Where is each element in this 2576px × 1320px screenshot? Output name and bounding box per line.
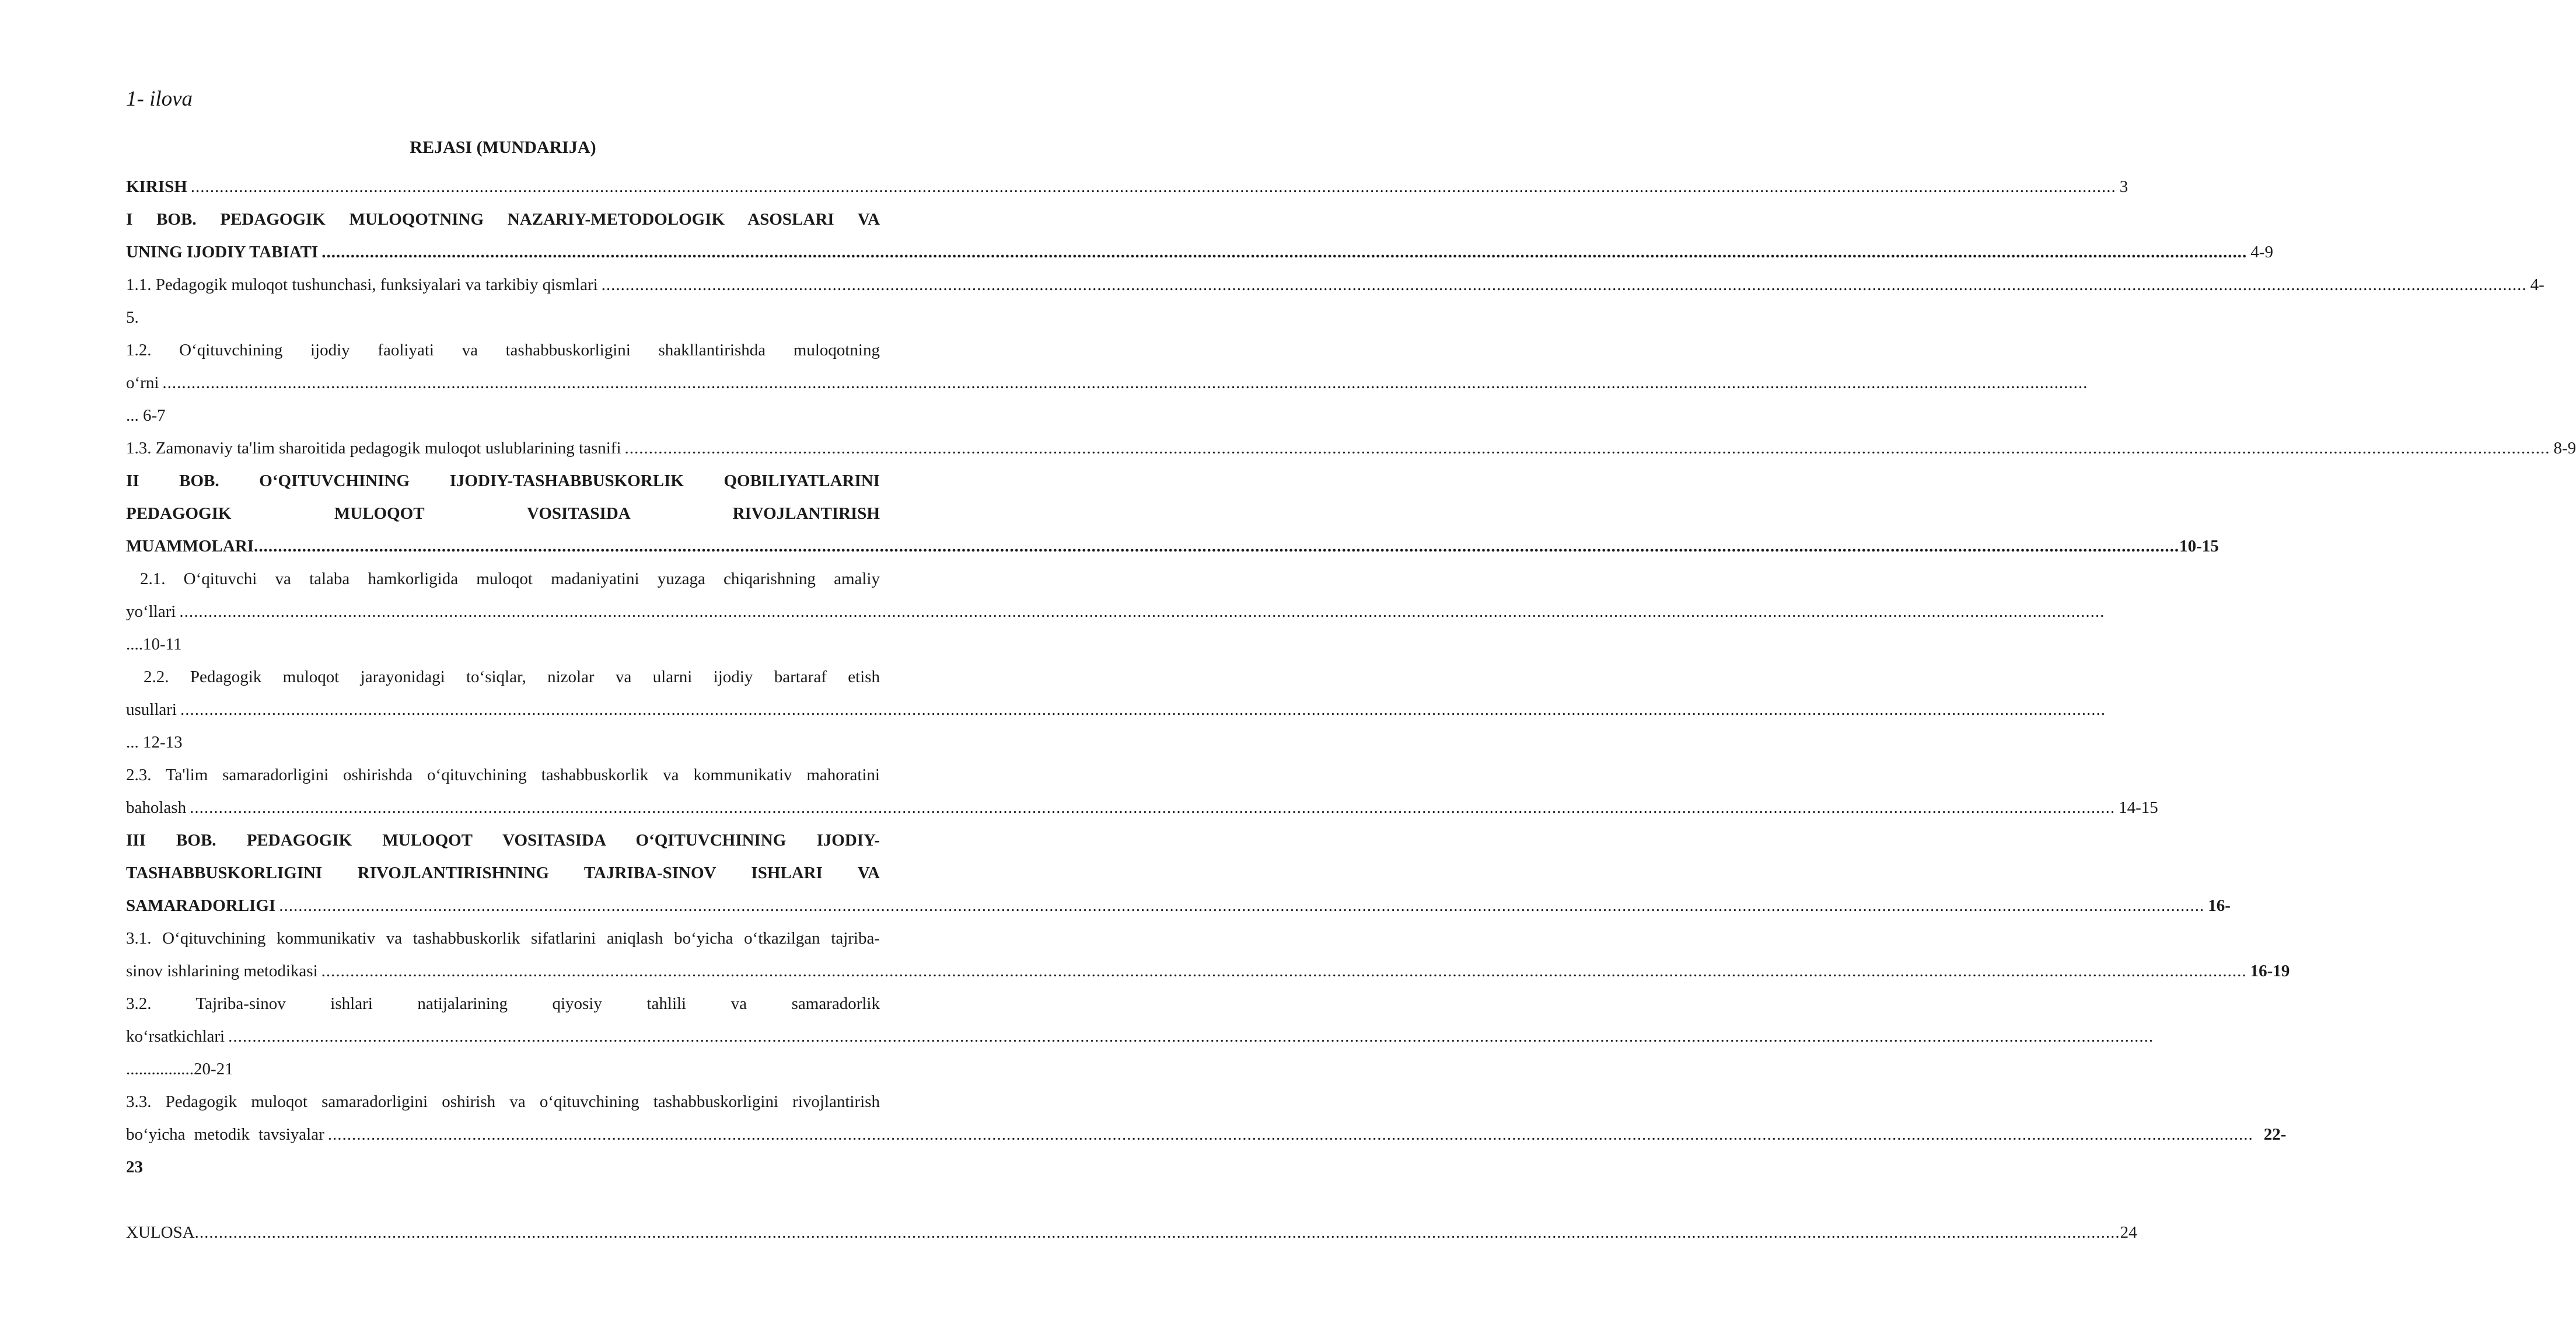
toc-entry-label: SAMARADORLIGI bbox=[126, 896, 276, 915]
dot-leader: ................................................................................................................................................................................................................................................................................................................................................................................................................ bbox=[162, 373, 2088, 392]
dot-leader: ................................................................................................................................................................................................................................................................................................................................................................................................................ bbox=[601, 275, 2527, 294]
toc-section-2-2-page: ... 12-13 bbox=[126, 733, 183, 752]
toc-section-3-2-page: ................20-21 bbox=[126, 1060, 233, 1078]
toc-section-1-3[interactable] bbox=[126, 432, 2576, 465]
dot-leader: ................................................................................................................................................................................................................................................................................................................................................................................................................ bbox=[179, 602, 2105, 621]
dot-leader: ................................................................................................................................................................................................................................................................................................................................................................................................................ bbox=[194, 1223, 2120, 1242]
toc-section-3-3-page-cont: 23 bbox=[126, 1158, 143, 1176]
toc-section-1-1[interactable] bbox=[126, 268, 2544, 301]
dot-leader: ................................................................................................................................................................................................................................................................................................................................................................................................................ bbox=[321, 962, 2247, 980]
toc-section-3-2-line-1[interactable]: 3.2. Tajriba-sinov ishlari natijalarining qiyosiy tahlili va samaradorlik bbox=[126, 994, 880, 1013]
toc-entry-label: ko‘rsatkichlari bbox=[126, 1027, 225, 1046]
toc-entry-page: 10-15 bbox=[2179, 537, 2219, 556]
toc-entry-page: 16-19 bbox=[2250, 962, 2290, 980]
toc-entry-page: 24 bbox=[2120, 1223, 2137, 1242]
toc-section-2-3-line-2[interactable] bbox=[126, 791, 2158, 824]
toc-section-2-1-line-1[interactable]: 2.1. O‘qituvchi va talaba hamkorligida muloqot madaniyatini yuzaga chiqarishning amaliy bbox=[140, 570, 880, 588]
toc-entry-kirish[interactable] bbox=[126, 170, 2128, 203]
toc-chapter-3-line-2[interactable]: TASHABBUSKORLIGINI RIVOJLANTIRISHNING TAJRIBA-SINOV ISHLARI VA bbox=[126, 864, 880, 882]
toc-entry-label: 1.1. Pedagogik muloqot tushunchasi, funksiyalari va tarkibiy qismlari bbox=[126, 275, 598, 294]
dot-leader: ................................................................................................................................................................................................................................................................................................................................................................................................................ bbox=[279, 896, 2205, 915]
dot-leader: ................................................................................................................................................................................................................................................................................................................................................................................................................ bbox=[254, 537, 2180, 556]
toc-chapter-1-line-2[interactable] bbox=[126, 236, 2273, 268]
toc-entry-page: 3 bbox=[2119, 177, 2128, 196]
toc-entry-page: 16- bbox=[2208, 896, 2231, 915]
appendix-label: 1- ilova bbox=[126, 87, 193, 111]
toc-section-2-3-line-1[interactable]: 2.3. Ta'lim samaradorligini oshirishda o‘qituvchining tashabbuskorlik va kommunikativ mahoratini bbox=[126, 766, 880, 784]
toc-section-3-1-line-1[interactable]: 3.1. O‘qituvchining kommunikativ va tashabbuskorlik sifatlarini aniqlash bo‘yicha o‘tkazilgan tajriba- bbox=[126, 929, 880, 948]
toc-entry-label: baholash bbox=[126, 798, 187, 817]
dot-leader: ................................................................................................................................................................................................................................................................................................................................................................................................................ bbox=[321, 243, 2248, 261]
toc-entry-label: KIRISH bbox=[126, 177, 187, 196]
dot-leader: ................................................................................................................................................................................................................................................................................................................................................................................................................ bbox=[180, 700, 2106, 719]
toc-chapter-2-line-1[interactable]: II BOB. O‘QITUVCHINING IJODIY-TASHABBUSKORLIK QOBILIYATLARINI bbox=[126, 472, 880, 490]
toc-section-2-1-page: ....10-11 bbox=[126, 635, 182, 654]
toc-entry-label: UNING IJODIY TABIATI bbox=[126, 243, 319, 261]
toc-entry-page: 4- bbox=[2530, 275, 2544, 294]
toc-entry-label: o‘rni bbox=[126, 373, 159, 392]
toc-entry-label: yo‘llari bbox=[126, 602, 176, 621]
spacer bbox=[126, 1183, 880, 1216]
toc-entry-label: bo‘yicha metodik tavsiyalar bbox=[126, 1125, 324, 1144]
dot-leader: ................................................................................................................................................................................................................................................................................................................................................................................................................ bbox=[624, 439, 2550, 458]
dot-leader: ................................................................................................................................................................................................................................................................................................................................................................................................................ bbox=[190, 177, 2116, 196]
toc-section-2-1-line-2[interactable] bbox=[126, 595, 2105, 628]
toc-entry-label: 1.3. Zamonaviy ta'lim sharoitida pedagogik muloqot uslublarining tasnifi bbox=[126, 439, 621, 458]
dot-leader: ................................................................................................................................................................................................................................................................................................................................................................................................................ bbox=[190, 798, 2116, 817]
toc-entry-label: MUAMMOLARI bbox=[126, 537, 254, 556]
toc-entry-label: usullari bbox=[126, 700, 177, 719]
toc-chapter-2-line-2[interactable]: PEDAGOGIK MULOQOT VOSITASIDA RIVOJLANTIRISH bbox=[126, 504, 880, 523]
toc-entry-xulosa[interactable] bbox=[126, 1216, 2137, 1249]
toc-chapter-1-line-1[interactable]: I BOB. PEDAGOGIK MULOQOTNING NAZARIY-METODOLOGIK ASOSLARI VA bbox=[126, 210, 880, 229]
toc-section-3-3-line-1[interactable]: 3.3. Pedagogik muloqot samaradorligini oshirish va o‘qituvchining tashabbuskorligini rivojlantirish bbox=[126, 1092, 880, 1111]
toc-entry-page: 22- bbox=[2263, 1125, 2287, 1144]
toc-section-1-2-page: ... 6-7 bbox=[126, 406, 166, 425]
toc-chapter-2-line-3[interactable] bbox=[126, 530, 2219, 563]
toc-chapter-3-line-1[interactable]: III BOB. PEDAGOGIK MULOQOT VOSITASIDA O‘QITUVCHINING IJODIY- bbox=[126, 831, 880, 850]
toc-section-1-1-page-cont: 5. bbox=[126, 308, 139, 327]
toc-section-3-3-line-2[interactable] bbox=[126, 1118, 2287, 1151]
toc-entry-page: 8-9 bbox=[2553, 439, 2576, 458]
toc-entry-label: XULOSA bbox=[126, 1223, 195, 1242]
toc-entry-page: 14-15 bbox=[2119, 798, 2158, 817]
toc-section-3-1-line-2[interactable] bbox=[126, 955, 2290, 987]
dot-leader: ................................................................................................................................................................................................................................................................................................................................................................................................................ bbox=[327, 1125, 2253, 1144]
toc-section-2-2-line-2[interactable] bbox=[126, 693, 2106, 726]
toc-chapter-3-line-3[interactable] bbox=[126, 889, 2231, 922]
toc-entry-page: 4-9 bbox=[2250, 243, 2273, 261]
toc-section-3-2-line-2[interactable] bbox=[126, 1020, 2154, 1053]
toc-section-1-2-line-2[interactable] bbox=[126, 366, 2088, 399]
toc-section-1-2-line-1[interactable]: 1.2. O‘qituvchining ijodiy faoliyati va tashabbuskorligini shakllantirishda muloqotning bbox=[126, 341, 880, 359]
toc-entry-label: sinov ishlarining metodikasi bbox=[126, 962, 318, 980]
toc-title: REJASI (MUNDARIJA) bbox=[410, 138, 596, 157]
table-of-contents bbox=[126, 170, 2576, 1249]
toc-section-2-2-line-1[interactable]: 2.2. Pedagogik muloqot jarayonidagi to‘siqlar, nizolar va ularni ijodiy bartaraf etish bbox=[144, 668, 880, 686]
dot-leader: ................................................................................................................................................................................................................................................................................................................................................................................................................ bbox=[228, 1027, 2154, 1046]
